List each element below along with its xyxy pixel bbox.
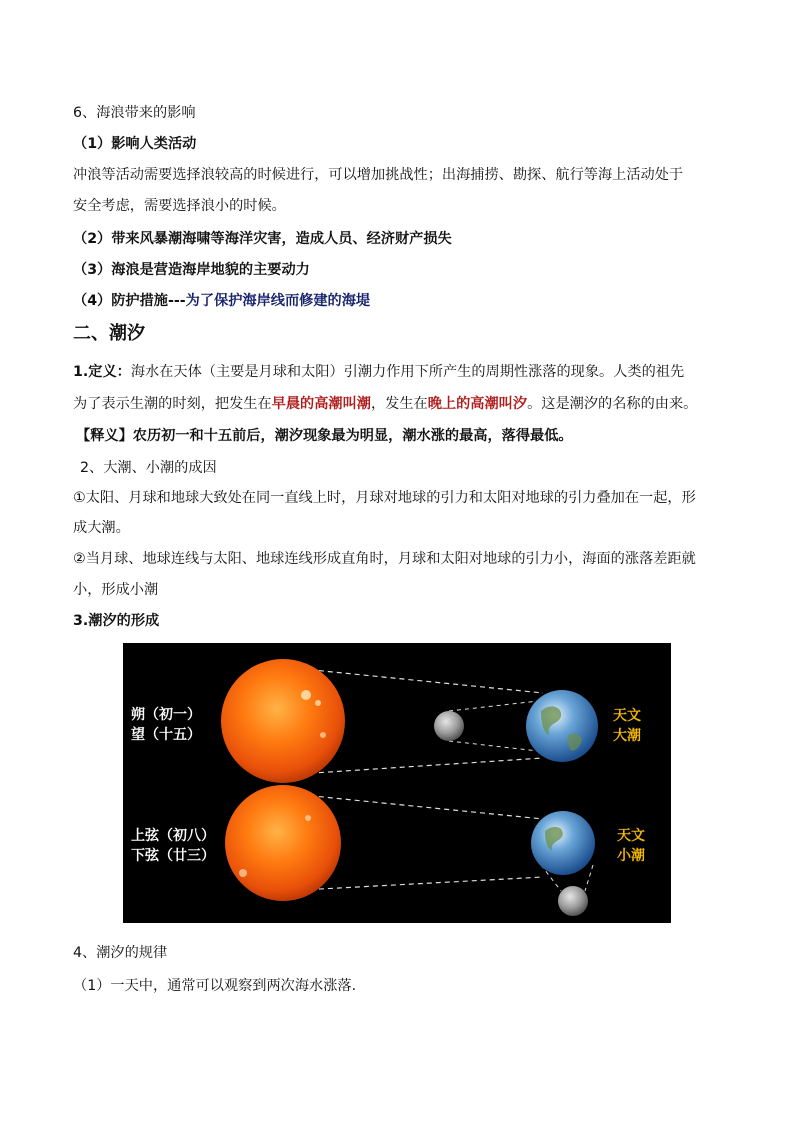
label-dachao: 大潮: [613, 728, 641, 744]
rule-heading: 4、潮汐的规律: [73, 945, 168, 961]
dashed-line: [449, 741, 538, 751]
section6-item1-text-1: 冲浪等活动需要选择浪较高的时候进行，可以增加挑战性；出海捕捞、勘探、航行等海上活动处于: [73, 167, 684, 183]
tide-definition-text: 海水在天体（主要是月球和太阳）引潮力作用下所产生的周期性涨落的现象。人类的祖先: [130, 364, 685, 380]
cause1-line2: 成大潮。: [73, 520, 130, 536]
section6-item4-prefix: （4）防护措施---: [73, 293, 186, 309]
tide-definition-label: 1.定义：: [73, 364, 131, 380]
tide-def-highlight-xi: 晚上的高潮叫汐: [427, 396, 528, 412]
tide-definition-line2: [73, 394, 697, 414]
tide-def-text-b: ，发生在: [370, 396, 428, 412]
tide-def-text-c: 。这是潮汐的名称的由来。: [527, 396, 698, 412]
tide-explanation: 【释义】农历初一和十五前后，潮汐现象最为明显，潮水涨的最高，落得最低。: [76, 428, 573, 444]
rule-item1: （1）一天中，通常可以观察到两次海水涨落.: [73, 978, 357, 994]
section6-item4: [73, 291, 370, 311]
earth-bottom: [531, 811, 595, 875]
moon-top: [434, 711, 464, 741]
tide-formation-diagram: [123, 643, 671, 923]
tide-def-highlight-chao: 早晨的高潮叫潮: [271, 396, 371, 412]
label-tianwen-top: 天文: [613, 708, 641, 724]
dashed-line: [585, 865, 593, 891]
section6-item1-text-2: 安全考虑，需要选择浪小的时候。: [73, 198, 286, 214]
cause-heading: 2、大潮、小潮的成因: [80, 460, 217, 476]
section6-item3: （3）海浪是营造海岸地貌的主要动力: [73, 262, 310, 278]
section6-item1-title: （1）影响人类活动: [73, 136, 197, 152]
tide-definition-line1: [73, 362, 684, 382]
label-tianwen-bottom: 天文: [617, 828, 645, 844]
tide-def-text-a: 为了表示生潮的时刻，把发生在: [73, 396, 272, 412]
dashed-line: [449, 701, 538, 711]
cause1-line1: ①太阳、月球和地球大致处在同一直线上时，月球对地球的引力和太阳对地球的引力叠加在一起，形: [73, 490, 696, 506]
cause2-line1: ②当月球、地球连线与太阳、地球连线形成直角时，月球和太阳对地球的引力小，海面的涨落差距就: [73, 551, 696, 567]
section6-item2: （2）带来风暴潮海啸等海洋灾害，造成人员、经济财产损失: [73, 231, 452, 247]
tide-diagram-svg: [123, 643, 671, 923]
moon-bottom: [558, 886, 588, 916]
label-shuo: 朔（初一）: [131, 707, 201, 723]
formation-heading: 3.潮汐的形成: [73, 613, 160, 629]
section-tide-heading: 二、潮汐: [73, 323, 145, 344]
label-xiaxian: 下弦（廿三）: [131, 848, 215, 864]
cause2-line2: 小，形成小潮: [73, 582, 159, 598]
label-xiaochao: 小潮: [617, 848, 645, 864]
sun-bottom: [225, 785, 341, 901]
sun-top: [221, 659, 345, 783]
label-wang: 望（十五）: [131, 727, 201, 743]
section6-item4-highlight: 为了保护海岸线而修建的海堤: [185, 293, 371, 309]
section6-heading: 6、海浪带来的影响: [73, 105, 196, 121]
earth-top: [526, 690, 598, 762]
label-shangxian: 上弦（初八）: [131, 828, 215, 844]
